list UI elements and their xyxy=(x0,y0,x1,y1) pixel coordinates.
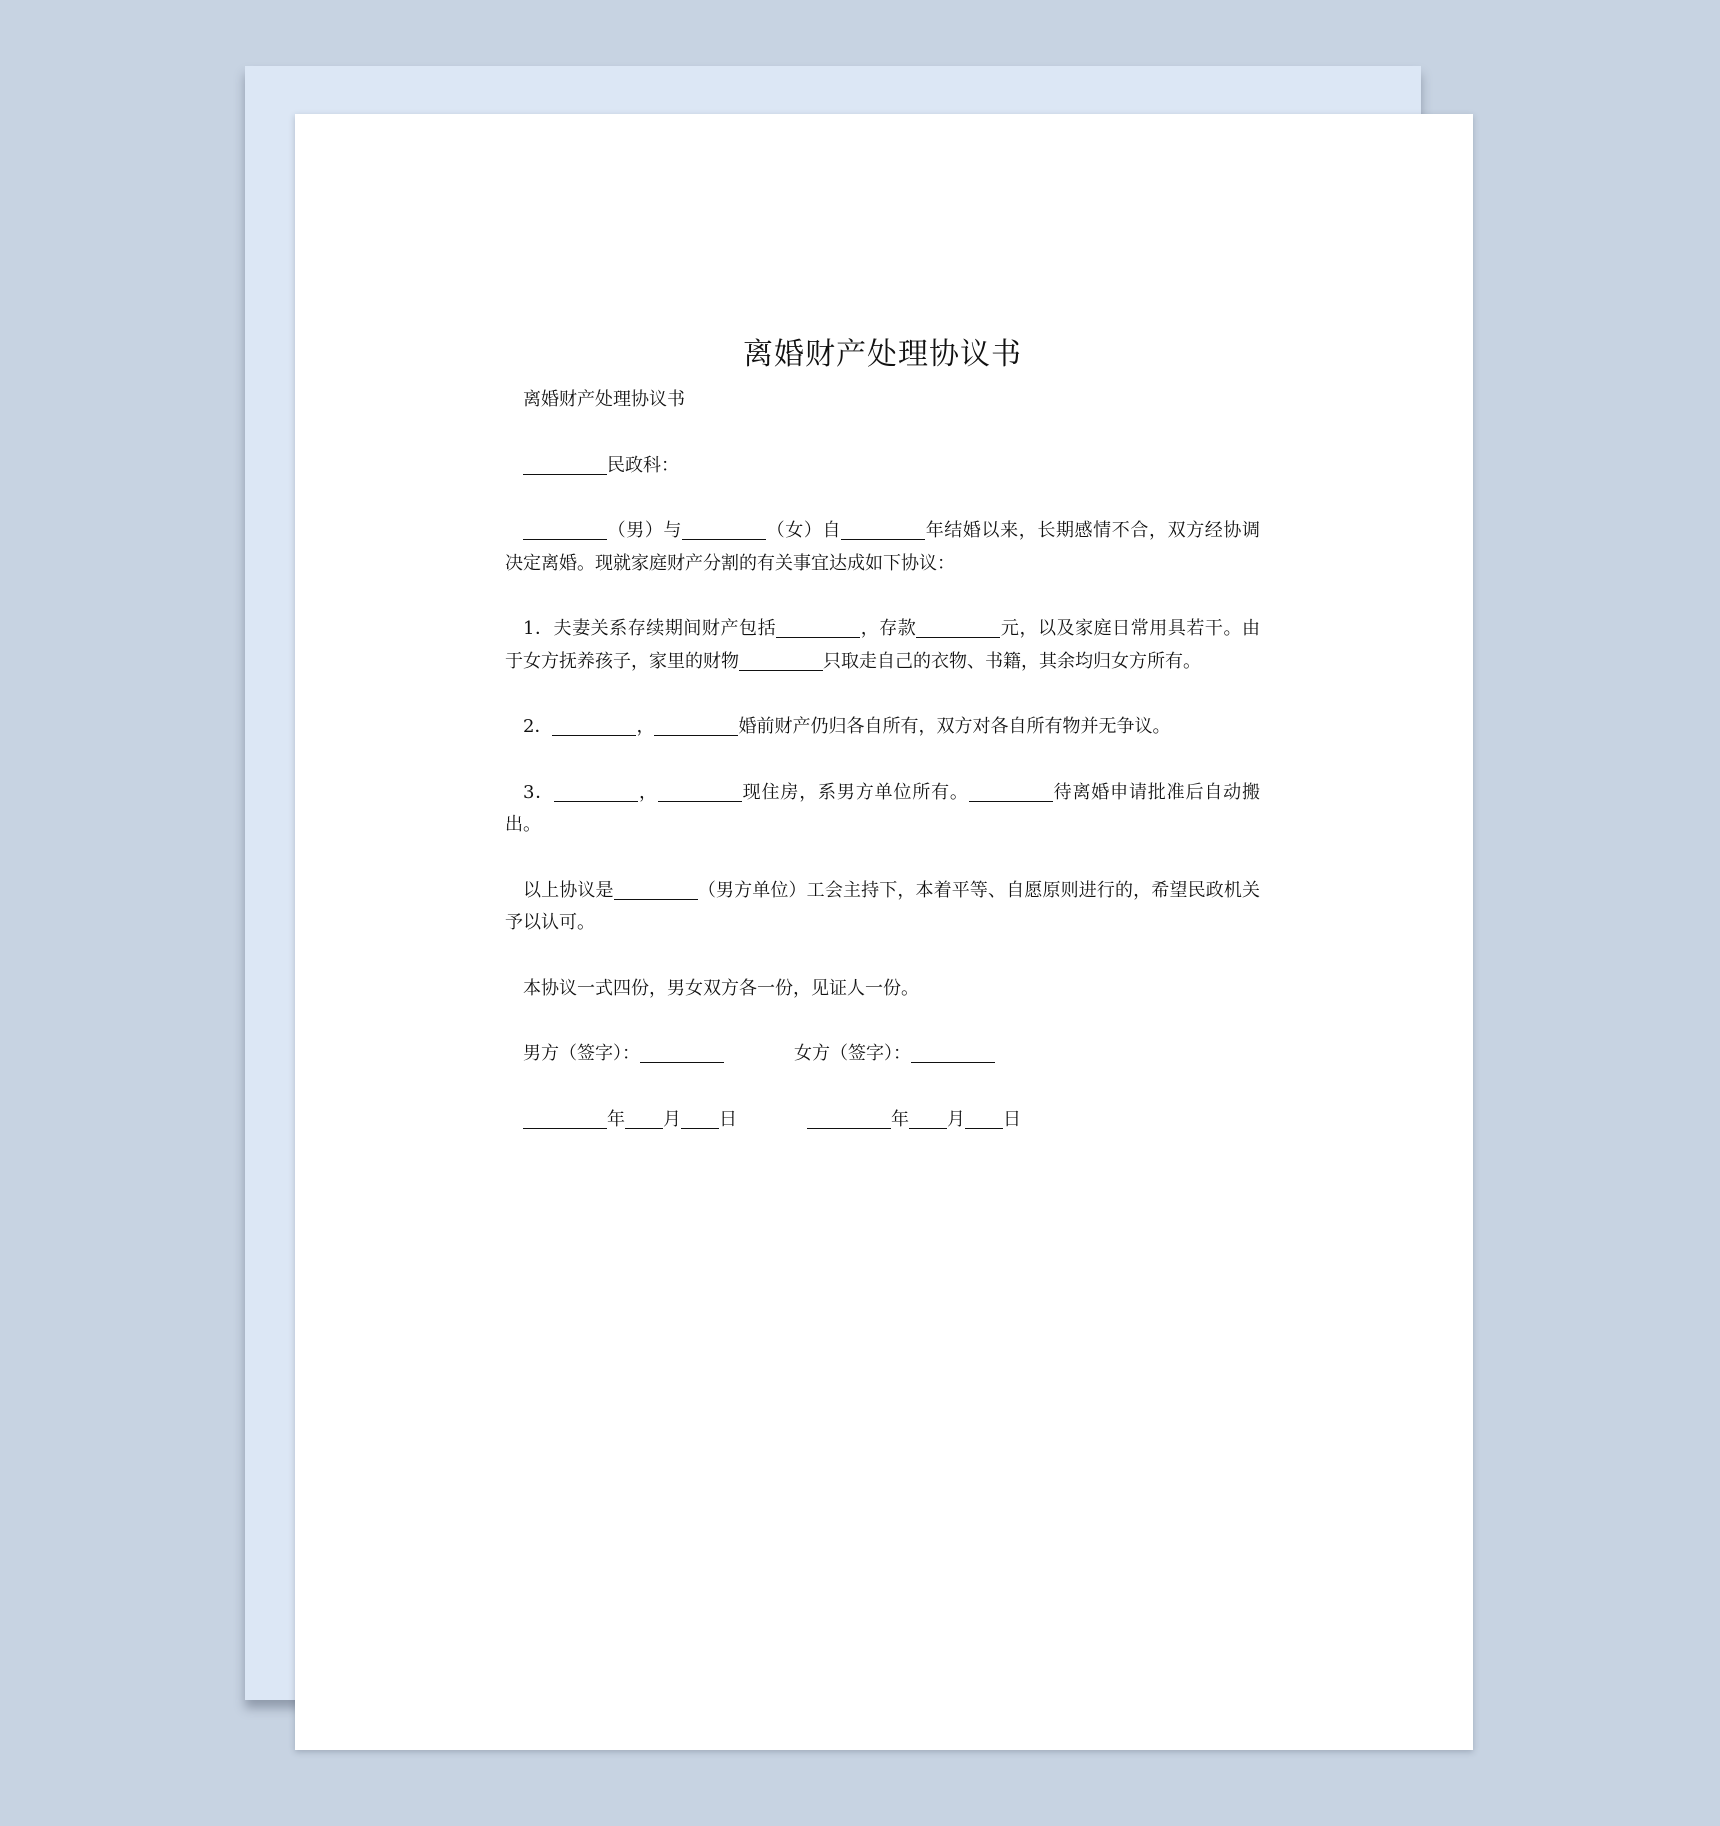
female-date: 年 月 日 xyxy=(807,1104,1021,1137)
copies-paragraph: 本协议一式四份，男女双方各一份，见证人一份。 xyxy=(523,977,919,999)
blank-line xyxy=(554,781,638,802)
month-blank xyxy=(625,1108,663,1129)
blank-line xyxy=(682,519,766,540)
blank-line xyxy=(776,617,860,638)
blank-line xyxy=(658,781,742,802)
month-blank xyxy=(909,1108,947,1129)
blank-line xyxy=(523,454,607,475)
signature-row: 男方（签字）： 女方（签字）： xyxy=(505,1038,1260,1071)
female-signature-blank xyxy=(911,1042,995,1063)
year-blank xyxy=(523,1108,607,1129)
year-blank xyxy=(807,1108,891,1129)
item-2-paragraph: 2． ， 婚前财产仍归各自所有，双方对各自所有物并无争议。 xyxy=(523,716,1171,737)
male-signature-blank xyxy=(640,1042,724,1063)
addressee-line: 民政科： xyxy=(505,450,1260,483)
blank-line xyxy=(552,715,636,736)
blank-line xyxy=(916,617,1000,638)
date-row: 年 月 日 年 月 日 xyxy=(505,1104,1260,1137)
document-subtitle: 离婚财产处理协议书 xyxy=(523,389,685,410)
blank-line xyxy=(969,781,1053,802)
blank-line xyxy=(841,519,925,540)
blank-line xyxy=(614,879,698,900)
blank-line xyxy=(739,650,823,671)
document-body xyxy=(505,330,1260,1136)
item-3-paragraph: 3． ， 现住房，系男方单位所有。 待离婚申请批准后自动搬出。 xyxy=(505,781,1261,835)
document-title: 离婚财产处理协议书 xyxy=(743,337,1022,372)
blank-line xyxy=(654,715,738,736)
female-signature: 女方（签字）： xyxy=(794,1038,995,1071)
blank-line xyxy=(523,519,607,540)
intro-paragraph: （男）与 （女）自 年结婚以来，长期感情不合，双方经协调决定离婚。现就家庭财产分割的有关事宜达成如下协议： xyxy=(505,520,1261,574)
day-blank xyxy=(681,1108,719,1129)
day-blank xyxy=(965,1108,1003,1129)
union-paragraph: 以上协议是 （男方单位）工会主持下，本着平等、自愿原则进行的，希望民政机关予以认可。 xyxy=(505,879,1261,933)
item-1-paragraph: 1．夫妻关系存续期间财产包括 ，存款 元，以及家庭日常用具若干。由于女方抚养孩子，家里的财物 只取走自己的衣物、书籍，其余均归女方所有。 xyxy=(505,618,1261,672)
